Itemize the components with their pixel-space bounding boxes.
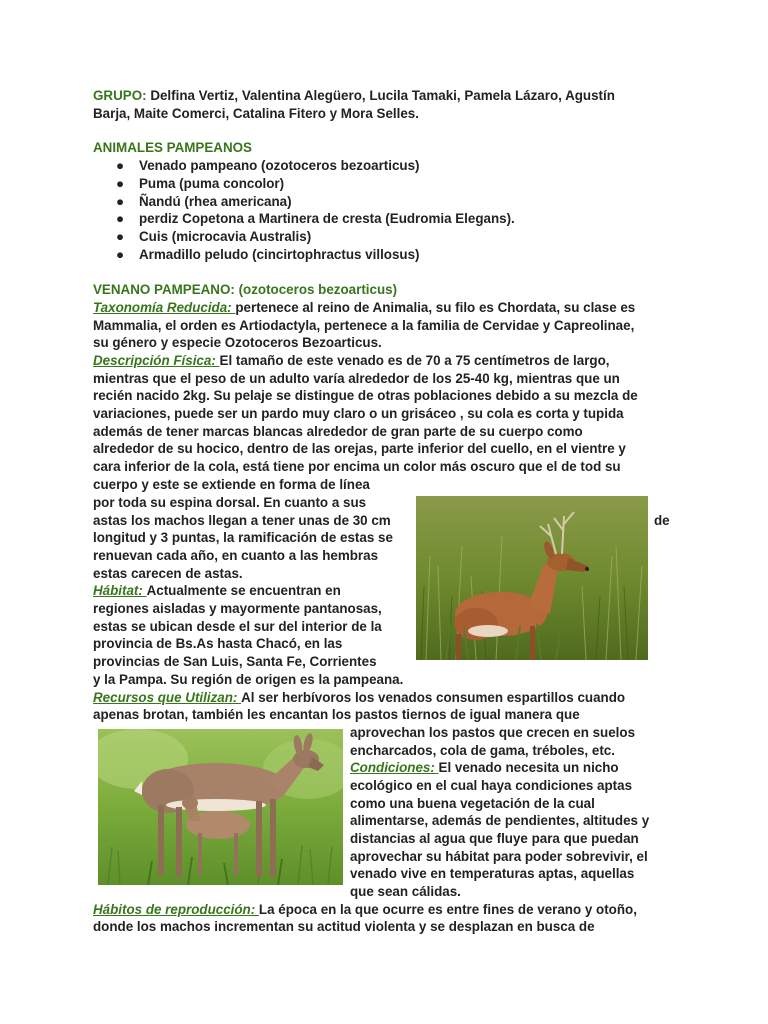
deer-photo-male	[416, 496, 648, 660]
description-line: astas los machos llegan a tener unas de 30 cm	[93, 513, 391, 528]
conditions-line: alimentarse, además de pendientes, altitudes y	[350, 813, 650, 828]
group-members: Delfina Vertiz, Valentina Alegüero, Lucila Tamaki, Pamela Lázaro, Agustín	[150, 88, 615, 103]
bullet-icon: ●	[116, 247, 125, 262]
conditions-line: como una buena vegetación de la cual	[350, 796, 595, 811]
habitat-line: estas se ubican desde el sur del interior de la	[93, 619, 382, 634]
description-line: alrededor de su hocico, dentro de las orejas, parte inferior del cuello, en el vientre y	[93, 441, 626, 456]
resources-line: encharcados, cola de gama, tréboles, etc.	[350, 743, 615, 758]
animals-heading: ANIMALES PAMPEANOS	[93, 140, 252, 155]
reproduction-label: Hábitos de reproducción:	[93, 902, 259, 917]
list-item: Venado pampeano (ozotoceros bezoarticus)	[139, 158, 420, 173]
habitat-line: provincia de Bs.As hasta Chacó, en las	[93, 636, 343, 651]
deer-photo-nursing	[98, 729, 343, 885]
taxonomy-line: Taxonomía Reducida: pertenece al reino de Animalia, su filo es Chordata, su clase es	[93, 300, 636, 315]
description-line: longitud y 3 puntas, la ramificación de estas se	[93, 530, 393, 545]
description-label: Descripción Física:	[93, 353, 220, 368]
group-line-1	[93, 87, 615, 105]
reproduction-line: Hábitos de reproducción: La época en la que ocurre es entre fines de verano y otoño,	[93, 902, 637, 917]
description-line: estas carecen de astas.	[93, 566, 243, 581]
resources-line: apenas brotan, también les encantan los pastos tiernos de igual manera que	[93, 707, 580, 722]
conditions-line: ecológico en el cual haya condiciones aptas	[350, 778, 633, 793]
list-item: Ñandú (rhea americana)	[139, 194, 292, 209]
habitat-line: regiones aisladas y mayormente pantanosas,	[93, 601, 382, 616]
description-line: variaciones, puede ser un pardo muy claro o un grisáceo , su cola es corta y tupida	[93, 406, 624, 421]
conditions-line: aprovechar su hábitat para poder sobrevivir, el	[350, 849, 648, 864]
list-item: perdiz Copetona a Martinera de cresta (Eudromia Elegans).	[139, 211, 515, 226]
resources-label: Recursos que Utilizan:	[93, 690, 242, 705]
deer-heading: VENANO PAMPEANO: (ozotoceros bezoarticus)	[93, 282, 398, 297]
conditions-label: Condiciones:	[350, 760, 439, 775]
taxonomy-line: Mammalia, el orden es Artiodactyla, pertenece a la familia de Cervidae y Capreolinae,	[93, 318, 635, 333]
description-line: por toda su espina dorsal. En cuanto a sus	[93, 495, 367, 510]
conditions-line: que sean cálidas.	[350, 884, 461, 899]
description-line: cara inferior de la cola, está tiene por encima un color más oscuro que el de tod su	[93, 459, 621, 474]
description-line: mientras que el peso de un adulto varía alrededor de los 25-40 kg, mientras que un	[93, 371, 620, 386]
taxonomy-line: su género y especie Ozotoceros Bezoarticus.	[93, 335, 382, 350]
conditions-line: distancias al agua que fluye para que puedan	[350, 831, 639, 846]
taxonomy-label: Taxonomía Reducida:	[93, 300, 236, 315]
bullet-icon: ●	[116, 211, 125, 226]
bullet-icon: ●	[116, 176, 125, 191]
group-line-2: Barja, Maite Comerci, Catalina Fitero y Mora Selles.	[93, 106, 419, 121]
habitat-line: Hábitat: Actualmente se encuentran en	[93, 583, 341, 598]
conditions-line: venado vive en temperaturas aptas, aquellas	[350, 866, 635, 881]
resources-line: Recursos que Utilizan: Al ser herbívoros los venados consumen espartillos cuando	[93, 690, 626, 705]
description-line: cuerpo y este se extiende en forma de línea	[93, 477, 370, 492]
description-line: renuevan cada año, en cuanto a las hembras	[93, 548, 379, 563]
habitat-line: y la Pampa. Su región de origen es la pampeana.	[93, 672, 404, 687]
bullet-icon: ●	[116, 194, 125, 209]
description-trailing-word: de	[654, 513, 670, 528]
list-item: Cuis (microcavia Australis)	[139, 229, 312, 244]
habitat-label: Hábitat:	[93, 583, 147, 598]
description-line: recién nacido 2kg. Su pelaje se distingue de otras poblaciones debido a su mezcla de	[93, 388, 638, 403]
group-label: GRUPO:	[93, 88, 147, 103]
description-line: además de tener marcas blancas alrededor de gran parte de su cuerpo como	[93, 424, 583, 439]
habitat-line: provincias de San Luis, Santa Fe, Corrientes	[93, 654, 377, 669]
list-item: Armadillo peludo (cincirtophractus villosus)	[139, 247, 420, 262]
bullet-icon: ●	[116, 229, 125, 244]
bullet-icon: ●	[116, 158, 125, 173]
reproduction-line: donde los machos incrementan su actitud violenta y se desplazan en busca de	[93, 919, 595, 934]
conditions-line: Condiciones: El venado necesita un nicho	[350, 760, 619, 775]
description-line: Descripción Física: El tamaño de este venado es de 70 a 75 centímetros de largo,	[93, 353, 610, 368]
resources-line: aprovechan los pastos que crecen en suelos	[350, 725, 636, 740]
list-item: Puma (puma concolor)	[139, 176, 285, 191]
